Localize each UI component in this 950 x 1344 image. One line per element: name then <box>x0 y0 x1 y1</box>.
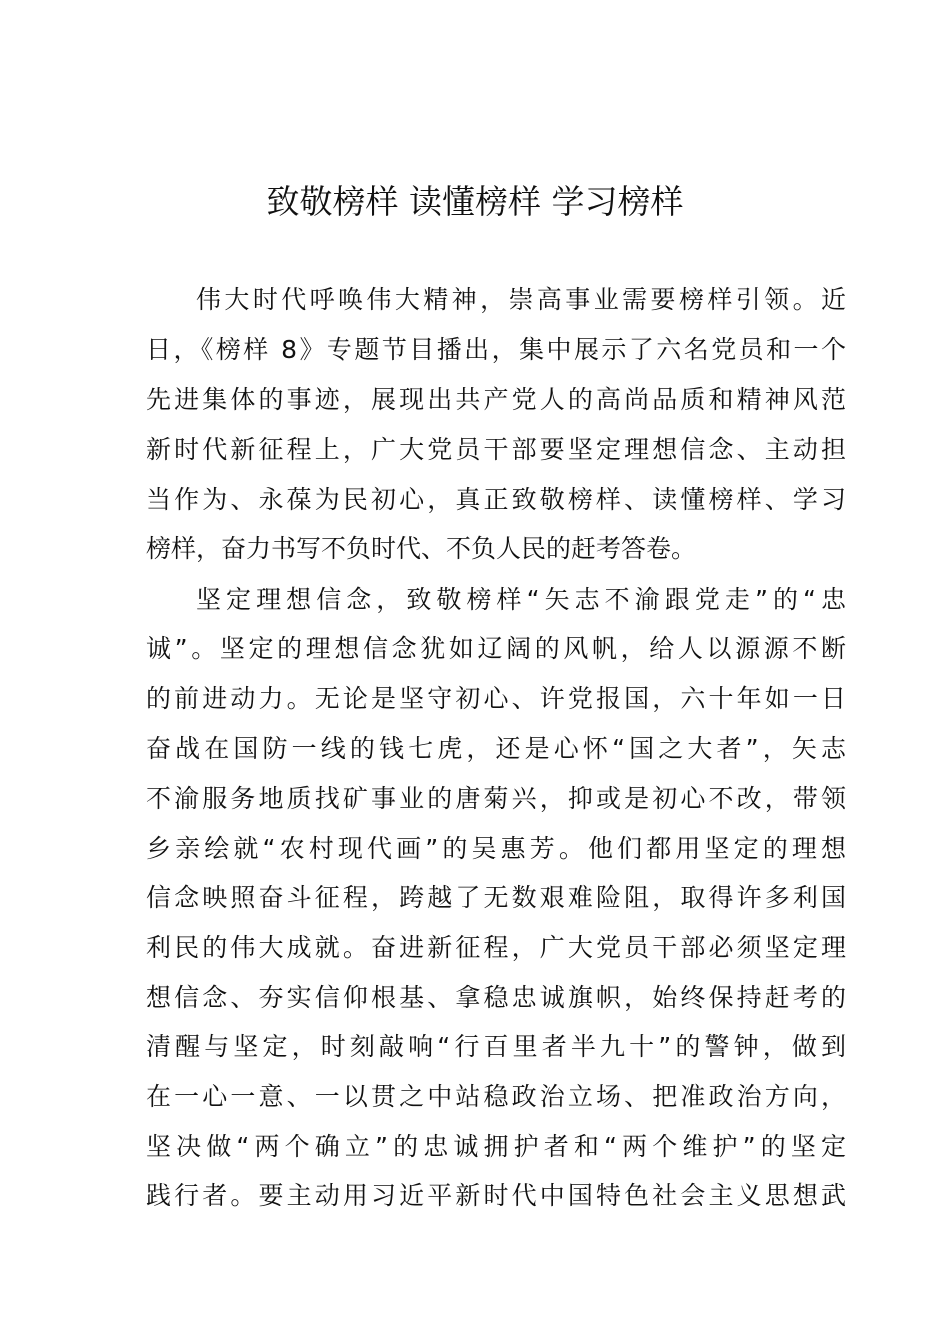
paragraph-line: 乡亲绘就“农村现代画”的吴惠芳。他们都用坚定的理想 <box>146 834 846 863</box>
paragraph-line: 新时代新征程上，广大党员干部要坚定理想信念、主动担 <box>146 435 846 464</box>
paragraph-line: 想信念、夯实信仰根基、拿稳忠诚旗帜，始终保持赶考的 <box>146 983 846 1012</box>
paragraph-line: 在一心一意、一以贯之中站稳政治立场、把准政治方向， <box>146 1082 846 1111</box>
paragraph-line: 伟大时代呼唤伟大精神，崇高事业需要榜样引领。近 <box>196 285 846 314</box>
paragraph-line: 践行者。要主动用习近平新时代中国特色社会主义思想武 <box>146 1181 846 1210</box>
paragraph-line: 奋战在国防一线的钱七虎，还是心怀“国之大者”，矢志 <box>146 734 846 763</box>
document-title: 致敬榜样 读懂榜样 学习榜样 <box>266 182 684 221</box>
paragraph-line: 的前进动力。无论是坚守初心、许党报国，六十年如一日 <box>146 684 846 713</box>
paragraph-line: 信念映照奋斗征程，跨越了无数艰难险阻，取得许多利国 <box>146 883 846 912</box>
paragraph-line: 榜样，奋力书写不负时代、不负人民的赶考答卷。 <box>146 534 697 563</box>
paragraph-line: 先进集体的事迹，展现出共产党人的高尚品质和精神风范 <box>146 385 846 414</box>
paragraph-line: 日，《榜样 8》专题节目播出，集中展示了六名党员和一个 <box>146 335 846 364</box>
paragraph-line: 不渝服务地质找矿事业的唐菊兴，抑或是初心不改，带领 <box>146 784 846 813</box>
paragraph-line: 利民的伟大成就。奋进新征程，广大党员干部必须坚定理 <box>146 933 846 962</box>
paragraph-line: 诚”。坚定的理想信念犹如辽阔的风帆，给人以源源不断 <box>146 634 846 663</box>
paragraph-line: 坚决做“两个确立”的忠诚拥护者和“两个维护”的坚定 <box>146 1132 846 1161</box>
paragraph-line: 当作为、永葆为民初心，真正致敬榜样、读懂榜样、学习 <box>146 485 846 514</box>
paragraph-line: 坚定理想信念，致敬榜样“矢志不渝跟党走”的“忠 <box>196 585 846 614</box>
paragraph-line: 清醒与坚定，时刻敲响“行百里者半九十”的警钟，做到 <box>146 1032 846 1061</box>
